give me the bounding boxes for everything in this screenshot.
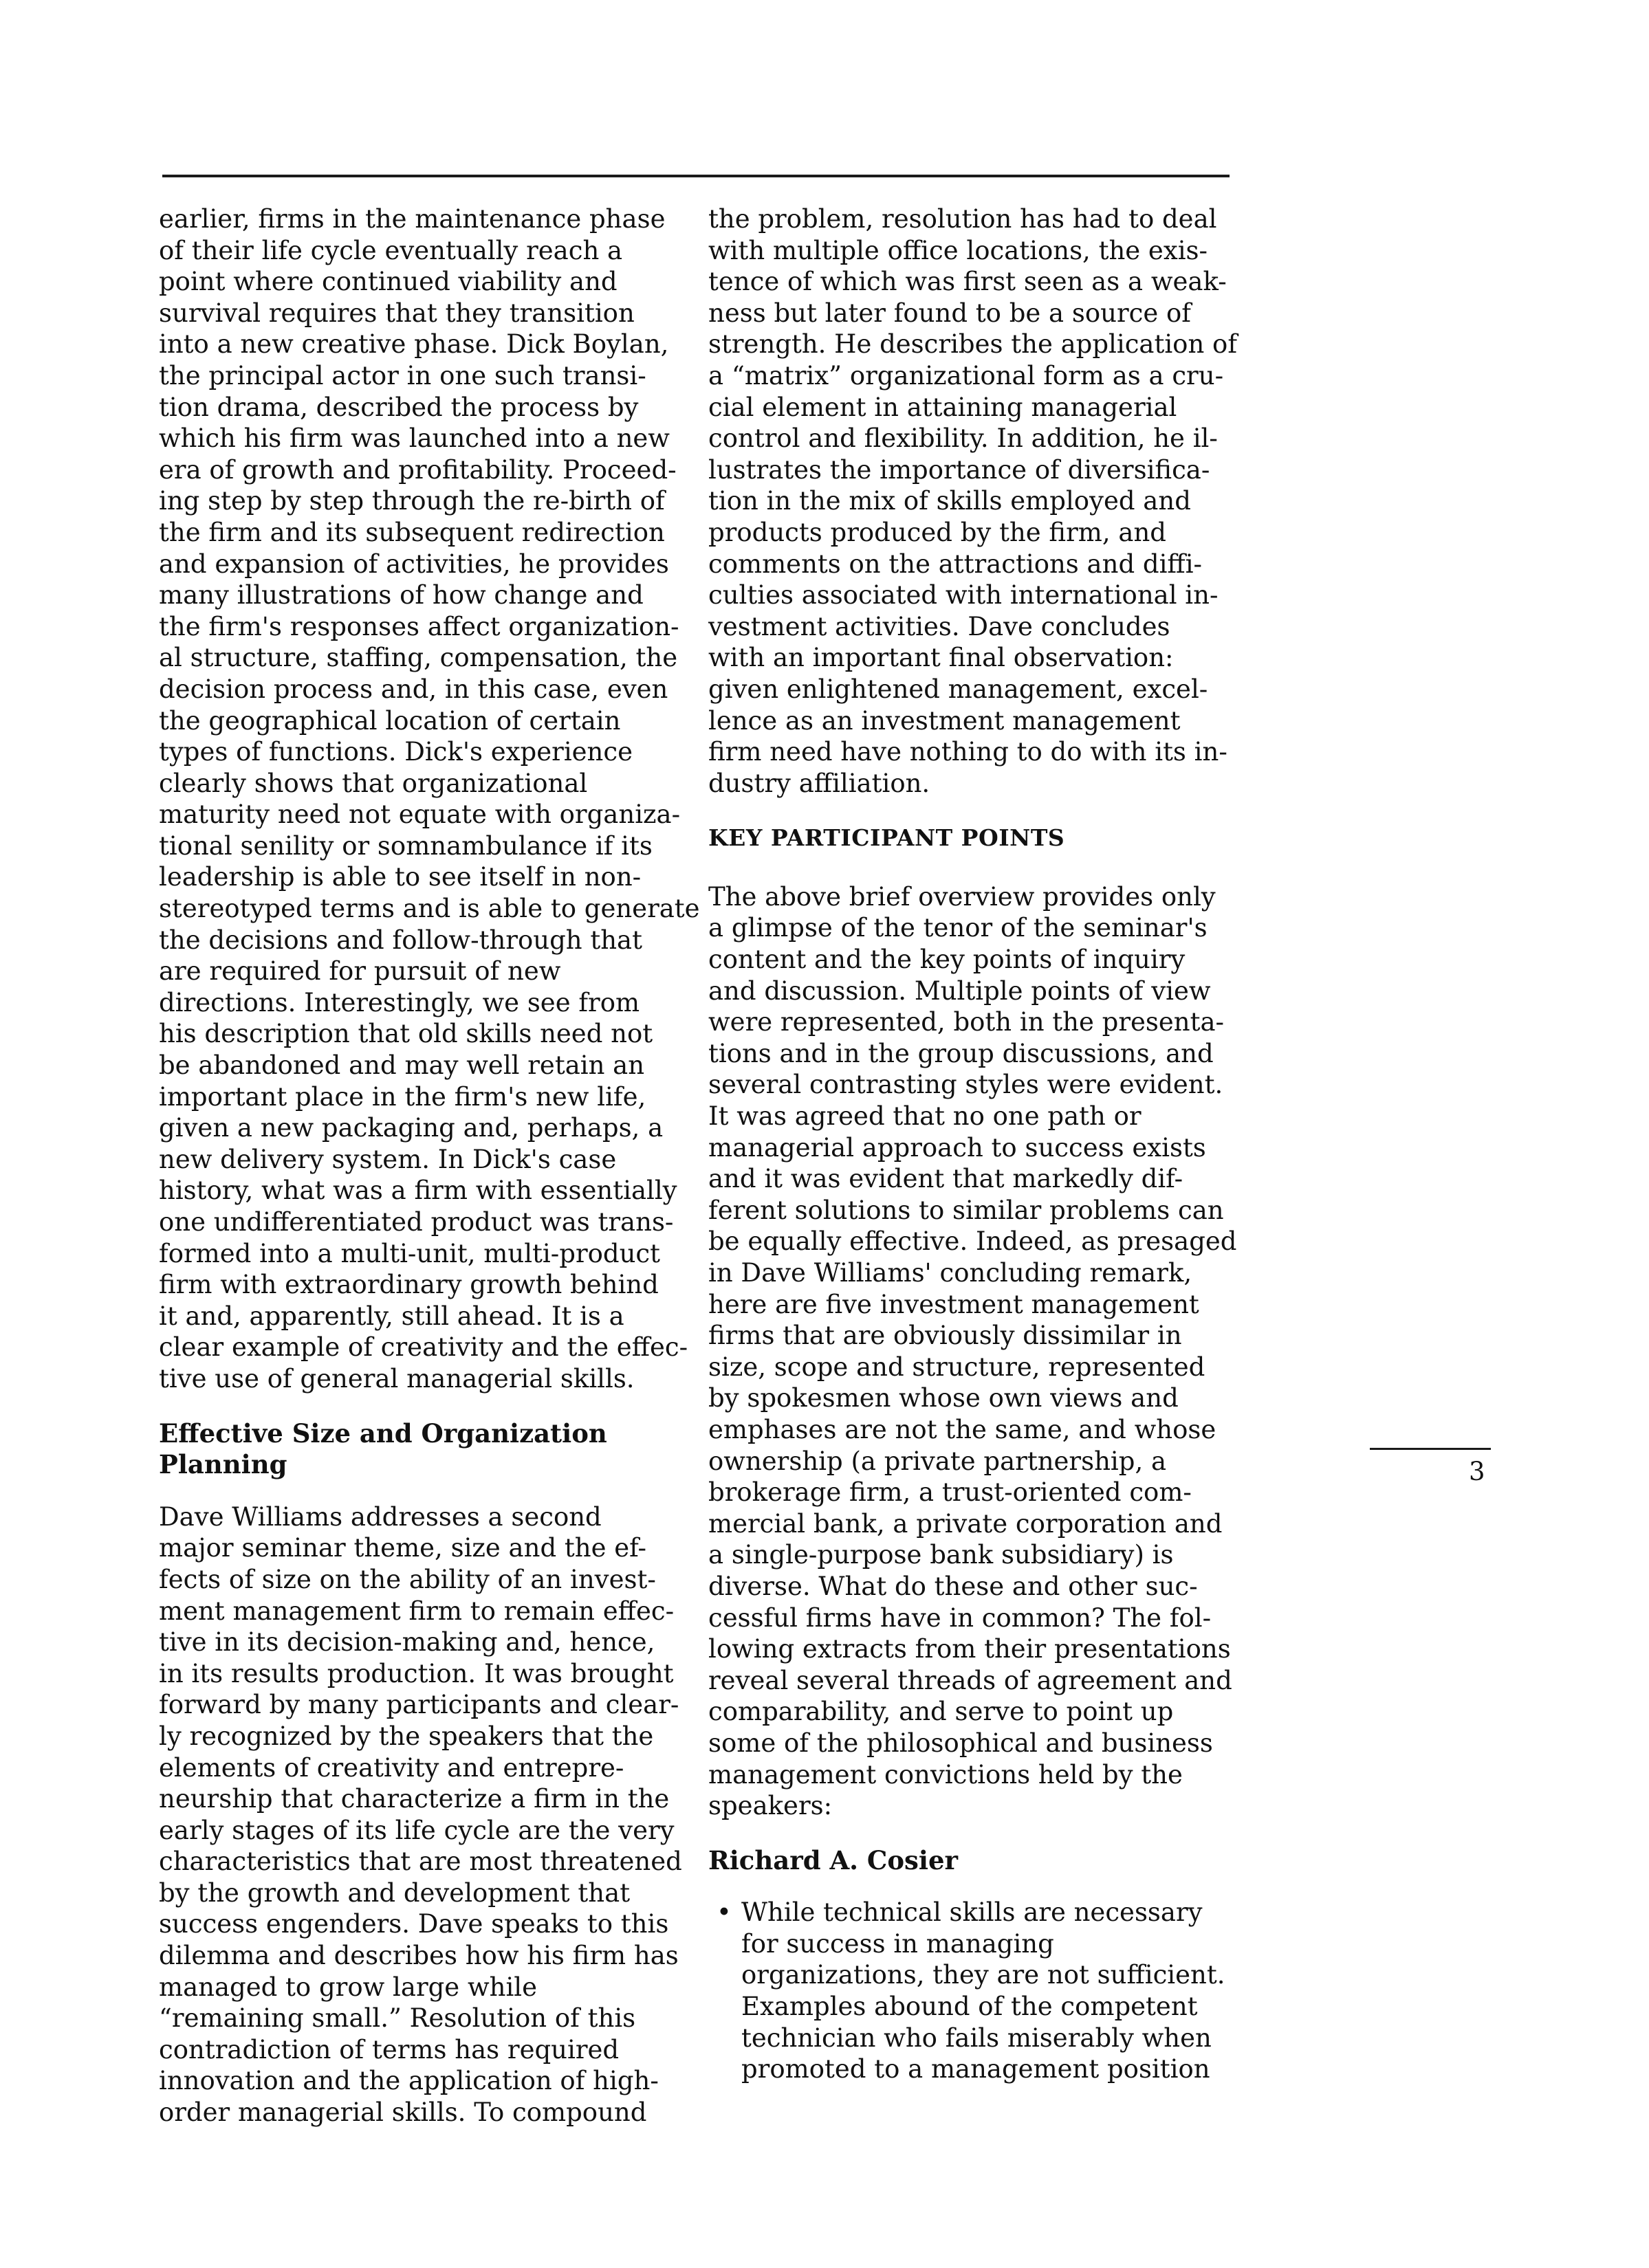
text-line: important place in the firm's new life,: [159, 1081, 646, 1112]
text-line: types of functions. Dick's experience: [159, 737, 633, 767]
text-line: the geographical location of certain: [159, 705, 621, 736]
text-line: of their life cycle eventually reach a: [159, 235, 623, 265]
text-line: lustrates the importance of diversifica-: [708, 454, 1210, 485]
text-line: given enlightened management, excel-: [708, 674, 1208, 704]
text-line: contradiction of terms has required: [159, 2034, 620, 2065]
text-line: firm with extraordinary growth behind: [159, 1270, 659, 1300]
text-line: products produced by the firm, and: [708, 517, 1166, 547]
page-number-rule: [1370, 1448, 1491, 1450]
text-line: major seminar theme, size and the ef-: [159, 1533, 647, 1563]
text-line: cessful firms have in common? The fol-: [708, 1603, 1212, 1633]
text-line: are required for pursuit of new: [159, 956, 561, 987]
text-line: tion drama, described the process by: [159, 392, 639, 422]
text-line: directions. Interestingly, we see from: [159, 987, 640, 1017]
text-line: diverse. What do these and other suc-: [708, 1571, 1198, 1601]
text-line: brokerage firm, a trust-oriented com-: [708, 1477, 1192, 1508]
text-line: lence as an investment management: [708, 705, 1181, 736]
text-line: and discussion. Multiple points of view: [708, 976, 1211, 1006]
text-line: characteristics that are most threatened: [159, 1847, 682, 1877]
text-line: firm need have nothing to do with its in-: [708, 737, 1227, 767]
text-line: tive use of general managerial skills.: [159, 1363, 635, 1394]
text-line: dustry affiliation.: [708, 768, 930, 798]
text-line: point where continued viability and: [159, 267, 618, 297]
text-line: content and the key points of inquiry: [708, 945, 1186, 975]
text-line: control and flexibility. In addition, he il-: [708, 423, 1218, 454]
text-line: lowing extracts from their presentations: [708, 1634, 1231, 1664]
text-line: several contrasting styles were evident.: [708, 1070, 1223, 1100]
text-line: leadership is able to see itself in non-: [159, 862, 642, 892]
text-line: the firm and its subsequent redirection: [159, 517, 665, 547]
text-line: were represented, both in the presenta-: [708, 1007, 1225, 1037]
text-line: management convictions held by the: [708, 1759, 1183, 1790]
text-line: tion in the mix of skills employed and: [708, 486, 1191, 516]
bullet-item: [708, 1897, 1239, 2085]
text-line: mercial bank, a private corporation and: [708, 1508, 1223, 1539]
bullet-icon: •: [717, 1897, 732, 1928]
text-line: it and, apparently, still ahead. It is a: [159, 1301, 624, 1331]
right-column: [708, 203, 1239, 2085]
text-line: a single-purpose bank subsidiary) is: [708, 1540, 1174, 1570]
text-line: organizations, they are not sufficient.: [741, 1960, 1225, 1990]
text-line: given a new packaging and, perhaps, a: [159, 1113, 664, 1143]
text-line: tional senility or somnambulance if its: [159, 830, 653, 861]
text-line: the principal actor in one such transi-: [159, 360, 646, 390]
text-line: promoted to a management position: [741, 2054, 1210, 2084]
heading-line: Planning: [159, 1449, 287, 1480]
text-line: his description that old skills need not: [159, 1019, 653, 1049]
text-line: order managerial skills. To compound: [159, 2098, 647, 2128]
size-paragraph: [159, 1501, 690, 2128]
text-line: strength. He describes the application of: [708, 329, 1238, 360]
text-line: The above brief overview provides only: [708, 881, 1216, 912]
text-line: Dave Williams addresses a second: [159, 1501, 602, 1532]
intro-paragraph: [159, 203, 700, 1395]
text-line: vestment activities. Dave concludes: [708, 611, 1170, 641]
continuation-paragraph: [708, 203, 1239, 799]
text-line: the firm's responses affect organization-: [159, 611, 679, 641]
text-line: emphases are not the same, and whose: [708, 1414, 1216, 1444]
text-line: the problem, resolution has had to deal: [708, 204, 1217, 234]
text-line: size, scope and structure, represented: [708, 1352, 1205, 1382]
text-line: be equally effective. Indeed, as presaged: [708, 1226, 1237, 1257]
text-line: ly recognized by the speakers that the: [159, 1721, 654, 1751]
text-line: one undifferentiated product was trans-: [159, 1207, 674, 1237]
text-line: into a new creative phase. Dick Boylan,: [159, 329, 669, 360]
text-line: al structure, staffing, compensation, the: [159, 643, 678, 673]
text-line: neurship that characterize a firm in the: [159, 1784, 670, 1814]
text-line: history, what was a firm with essentially: [159, 1176, 677, 1206]
text-line: dilemma and describes how his firm has: [159, 1941, 679, 1971]
text-line: by the growth and development that: [159, 1878, 631, 1908]
text-line: stereotyped terms and is able to generate: [159, 894, 700, 924]
text-line: many illustrations of how change and: [159, 580, 644, 610]
text-line: maturity need not equate with organiza-: [159, 800, 681, 830]
text-line: formed into a multi-unit, multi-product: [159, 1238, 661, 1268]
text-line: fects of size on the ability of an invest-: [159, 1564, 656, 1594]
text-line: managerial approach to success exists: [708, 1132, 1206, 1163]
left-column: [159, 203, 700, 2128]
text-line: new delivery system. In Dick's case: [159, 1144, 617, 1174]
text-line: Examples abound of the competent: [741, 1992, 1198, 2022]
text-line: decision process and, in this case, even: [159, 674, 668, 704]
text-line: clearly shows that organizational: [159, 768, 588, 798]
text-line: by spokesmen whose own views and: [708, 1383, 1179, 1413]
text-line: While technical skills are necessary: [741, 1897, 1203, 1928]
text-line: be abandoned and may well retain an: [159, 1050, 645, 1081]
top-rule: [162, 175, 1230, 177]
text-line: and expansion of activities, he provides: [159, 549, 669, 579]
text-line: with an important final observation:: [708, 643, 1174, 673]
text-line: comparability, and serve to point up: [708, 1697, 1174, 1727]
text-line: earlier, firms in the maintenance phase: [159, 204, 666, 234]
text-line: tions and in the group discussions, and: [708, 1038, 1214, 1068]
text-line: with multiple office locations, the exis-: [708, 235, 1208, 265]
text-line: ferent solutions to similar problems can: [708, 1195, 1224, 1225]
overview-paragraph: [708, 881, 1239, 1822]
text-line: managed to grow large while: [159, 1972, 538, 2002]
text-line: a “matrix” organizational form as a cru-: [708, 360, 1224, 390]
text-line: cial element in attaining managerial: [708, 392, 1177, 422]
text-line: tive in its decision-making and, hence,: [159, 1627, 655, 1658]
text-line: here are five investment management: [708, 1289, 1199, 1319]
text-line: culties associated with international in-: [708, 580, 1219, 610]
text-line: innovation and the application of high-: [159, 2066, 659, 2096]
text-line: ness but later found to be a source of: [708, 298, 1191, 328]
text-line: speakers:: [708, 1791, 833, 1821]
text-line: elements of creativity and entrepre-: [159, 1752, 624, 1783]
page-number: 3: [1469, 1457, 1485, 1486]
text-line: forward by many participants and clear-: [159, 1690, 679, 1720]
text-line: era of growth and profitability. Proceed-: [159, 454, 677, 485]
section-heading-effective-size: [159, 1418, 690, 1481]
text-line: survival requires that they transition: [159, 298, 635, 328]
text-line: early stages of its life cycle are the very: [159, 1815, 675, 1845]
text-line: for success in managing: [741, 1928, 1054, 1959]
section-heading-key-participant-points: KEY PARTICIPANT POINTS: [708, 824, 1065, 852]
text-line: in Dave Williams' concluding remark,: [708, 1258, 1192, 1288]
text-line: reveal several threads of agreement and: [708, 1665, 1232, 1695]
text-line: ing step by step through the re-birth of: [159, 486, 665, 516]
text-line: some of the philosophical and business: [708, 1728, 1213, 1758]
text-line: clear example of creativity and the effec-: [159, 1332, 688, 1363]
text-line: It was agreed that no one path or: [708, 1101, 1142, 1132]
text-line: comments on the attractions and diffi-: [708, 549, 1203, 579]
speaker-heading: Richard A. Cosier: [708, 1845, 958, 1875]
text-line: and it was evident that markedly dif-: [708, 1164, 1183, 1194]
text-line: tence of which was first seen as a weak-: [708, 267, 1227, 297]
text-line: success engenders. Dave speaks to this: [159, 1909, 669, 1939]
text-line: “remaining small.” Resolution of this: [159, 2003, 636, 2034]
text-line: ment management firm to remain effec-: [159, 1596, 675, 1626]
text-line: firms that are obviously dissimilar in: [708, 1321, 1182, 1351]
text-line: the decisions and follow-through that: [159, 925, 642, 955]
text-line: ownership (a private partnership, a: [708, 1446, 1167, 1476]
text-line: technician who fails miserably when: [741, 2023, 1212, 2053]
text-line: a glimpse of the tenor of the seminar's: [708, 913, 1208, 943]
text-line: which his firm was launched into a new: [159, 423, 670, 454]
text-line: in its results production. It was brought: [159, 1658, 674, 1688]
heading-line: Effective Size and Organization: [159, 1418, 607, 1449]
